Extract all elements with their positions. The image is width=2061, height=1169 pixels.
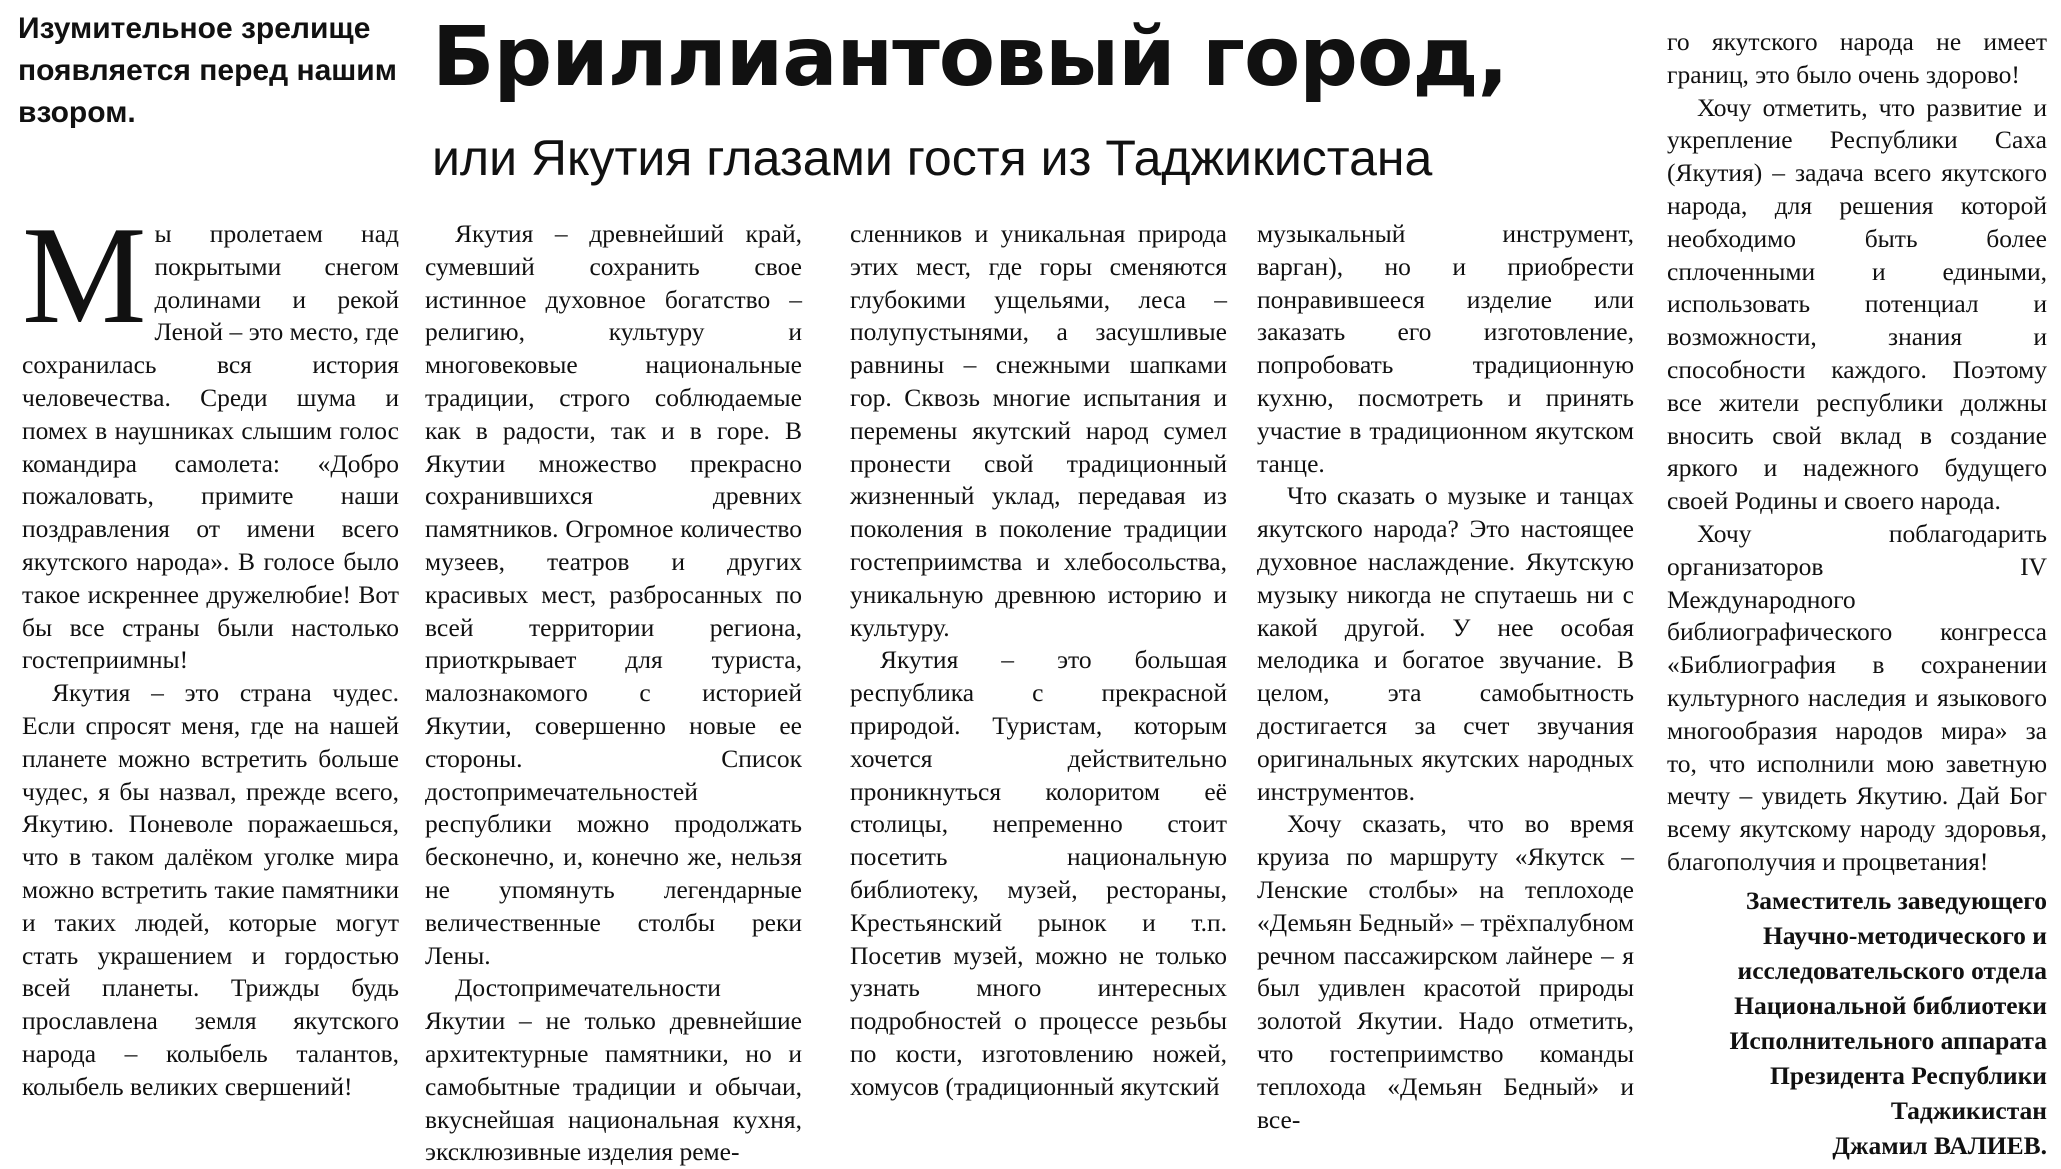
paragraph: Хочу сказать, что во время круиза по маршруту «Якутск – Ленские столбы» на теплоходе «Демьян Бедный» – трёхпалубном речном пассажирском лайнере – я был удивлен красотой природы золотой Якутии. Надо отметить, что гостеприимство команды теплохода «Демьян Бедный» и все- — [1257, 809, 1634, 1134]
paragraph: ы пролетаем над покрытыми снегом долинами и рекой Леной – это место, где сохранилась вся история человечества. Среди шума и помех в наушниках слышим голос командира самолета: «Добро пожаловать, примите наши поздравления от имени всего якутского народа». В голосе было такое искреннее дружелюбие! Вот бы все страны были настолько гостеприимны! — [22, 219, 399, 675]
signature-line: Заместитель заведующего — [1745, 885, 2047, 915]
article-column-1 — [22, 198, 399, 1104]
paragraph: Якутия – это большая республика с прекрасной природой. Туристам, которым хочется действительно проникнуться колоритом её столицы, непременно стоит посетить национальную библиотеку, музей, рестораны, Крестьянский рынок и т.п. Посетив музей, можно не только узнать много интересных подробностей о процессе резьбы по кости, изготовлению ножей, хомусов (традиционный якутский — [850, 645, 1227, 1101]
paragraph: сленников и уникальная природа этих мест, где горы сменяются глубокими ущельями, леса – полупустынями, а засушливые равнины – снежными шапками гор. Сквозь многие испытания и перемены якутский народ сумел пронести свой традиционный жизненный уклад, передавая из поколения в поколение традиции гостеприимства и хлебосольства, уникальную древнюю историю и культуру. — [850, 219, 1227, 642]
article-headline: Бриллиантовый город, — [432, 10, 1508, 105]
paragraph: Якутия – это страна чудес. Если спросят меня, где на нашей планете можно встретить больше чудес, я бы назвал, прежде всего, Якутию. Поневоле поражаешься, что в таком далёком уголке мира можно встретить такие памятники и таких людей, которые могут стать украшением и гордостью всей планеты. Трижды будь прославлена земля якутского народа – колыбель талантов, колыбель великих свершений! — [22, 678, 399, 1101]
paragraph: музыкальный инструмент, варган), но и приобрести понравившееся изделие или заказать его изготовление, попробовать традиционную кухню, посмотреть и принять участие в традиционном якутском танце. — [1257, 219, 1634, 478]
paragraph: го якутского народа не имеет границ, это было очень здорово! — [1667, 27, 2047, 89]
article-column-3 — [850, 218, 1227, 1104]
article-column-5 — [1667, 26, 2047, 1163]
signature-line: Таджикистан — [1890, 1095, 2047, 1125]
author-name: Джамил ВАЛИЕВ. — [1832, 1130, 2047, 1160]
author-signature — [1667, 883, 2047, 1163]
signature-line: Научно-методического и — [1762, 920, 2047, 950]
paragraph: Хочу поблагодарить организаторов IV Международного библиографического конгресса «Библиография в сохранении культурного наследия и языкового многообразия народов мира» за то, что исполнили мою заветную мечту – увидеть Якутию. Дай Бог всему якутскому народу здоровья, благополучия и процветания! — [1667, 518, 2047, 876]
signature-line: Исполнительного аппарата — [1729, 1025, 2047, 1055]
article-column-4 — [1257, 218, 1634, 1136]
paragraph: Что сказать о музыке и танцах якутского народа? Это настоящее духовное наслаждение. Якутскую музыку никогда не спутаешь ни с какой другой. У нее особая мелодика и богатое звучание. В целом, эта самобытность достигается за счет звучания оригинальных якутских народных инструментов. — [1257, 481, 1634, 806]
drop-cap: М — [22, 198, 147, 353]
article-column-2 — [425, 218, 802, 1169]
signature-line: Национальной библиотеки — [1734, 990, 2047, 1020]
article-subheadline: или Якутия глазами гостя из Таджикистана — [432, 130, 1433, 186]
signature-line: исследовательского отдела — [1737, 955, 2047, 985]
paragraph: Якутия – древнейший край, сумевший сохранить свое истинное духовное богатство – религию, культуру и многовековые национальные традиции, строго соблюдаемые как в радости, так и в горе. В Якутии множество прекрасно сохранившихся древних памятников. Огромное количество музеев, театров и других красивых мест, разбросанных по всей территории региона, приоткрывает для туриста, малознакомого с историей Якутии, совершенно новые ее стороны. Список достопримечательностей республики можно продолжать бесконечно, и, конечно же, нельзя не упомянуть легендарные величественные столбы реки Лены. — [425, 219, 802, 970]
signature-line: Президента Республики — [1770, 1060, 2047, 1090]
paragraph: Хочу отметить, что развитие и укрепление Республики Саха (Якутия) – задача всего якутского народа, для решения которой необходимо быть более сплоченными и едиными, использовать потенциал и возможности, знания и способности каждого. Поэтому все жители республики должны вносить свой вклад в создание яркого и надежного будущего своей Родины и своего народа. — [1667, 92, 2047, 516]
pull-quote: Изумительное зрелище появляется перед нашим взором. — [18, 12, 397, 129]
paragraph: Достопримечательности Якутии – не только древнейшие архитектурные памятники, но и самобытные традиции и обычаи, вкуснейшая национальная кухня, эксклюзивные изделия реме- — [425, 973, 802, 1167]
